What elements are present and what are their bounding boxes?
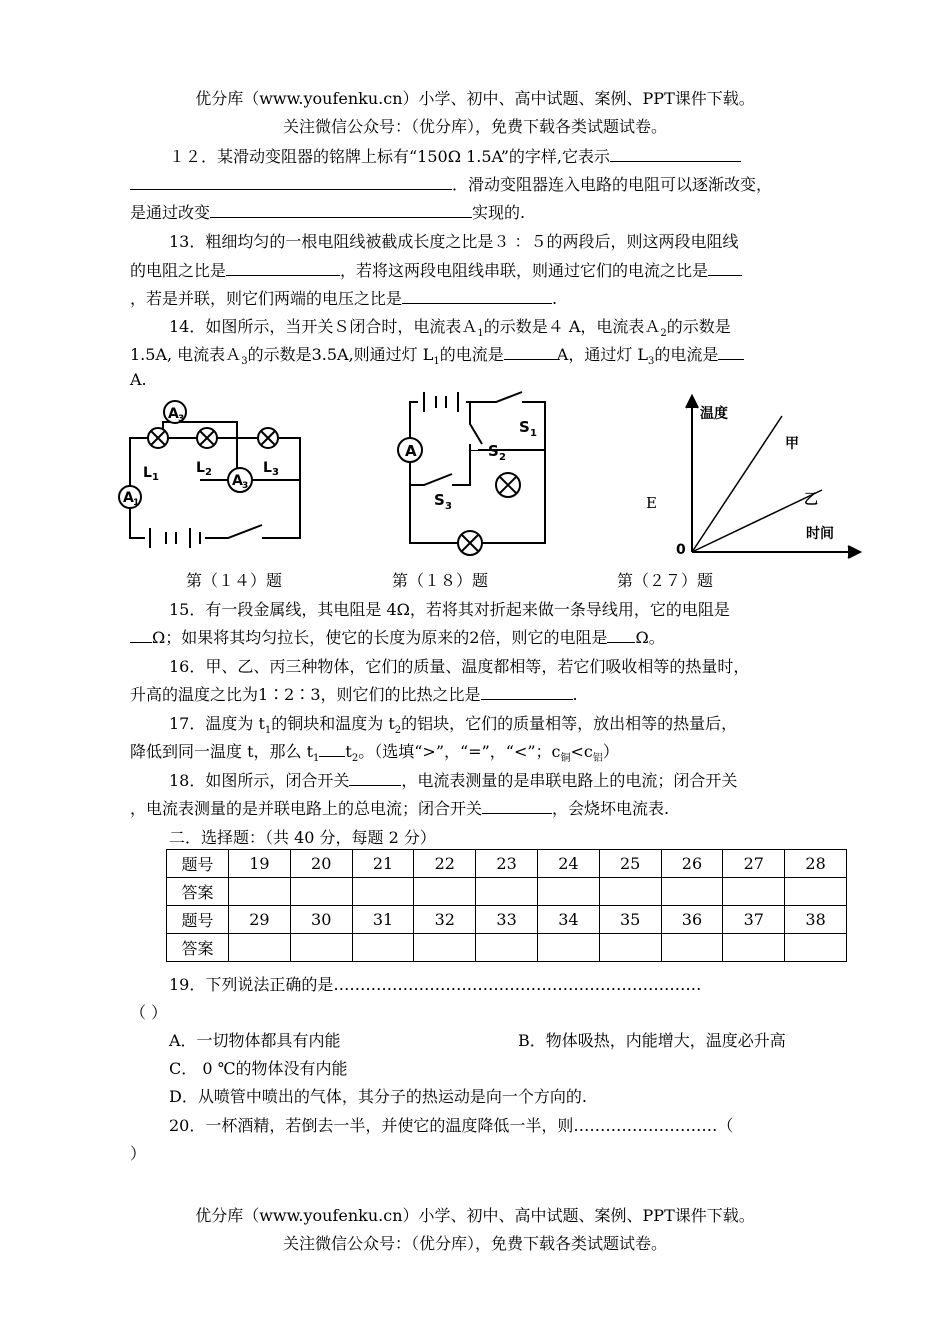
fig18-label-s1: S: [519, 418, 530, 436]
fig14-label-l-sub: 1: [152, 472, 159, 483]
answer-cell[interactable]: [537, 878, 599, 906]
answer-table-ans-row-1: [167, 878, 847, 906]
ans-label: 答案: [167, 934, 229, 962]
fig27-origin: 0: [676, 542, 686, 558]
q15-line-1: 15．有一段金属线，其电阻是 4Ω，若将其对折起来做一条导线用，它的电阻是: [169, 600, 730, 619]
answer-cell[interactable]: [352, 934, 414, 962]
answer-cell[interactable]: [785, 878, 847, 906]
fig14-label-a3-sub: 3: [242, 481, 249, 491]
answer-cell[interactable]: [290, 934, 352, 962]
fig14-label-a-sub: 3: [178, 414, 185, 424]
q18-blank-1[interactable]: [349, 768, 401, 786]
num-label: 题号: [167, 906, 229, 934]
answer-cell[interactable]: [476, 934, 538, 962]
answer-cell[interactable]: [599, 878, 661, 906]
q16-line-2: 升高的温度之比为1∶2∶3，则它们的比热之比是 .: [130, 682, 578, 705]
fig18-label-s2: S: [488, 442, 499, 460]
q14-line-3: A.: [130, 370, 147, 389]
fig18-label-s3-sub: 3: [445, 501, 452, 512]
q15-line-2: Ω；如果将其均匀拉长，使它的长度为原来的2倍，则它的电阻是 Ω。: [130, 625, 665, 648]
answer-cell[interactable]: [723, 878, 785, 906]
answer-table-num-row-1: [167, 850, 847, 878]
q-num: 24: [537, 850, 599, 878]
q12-line-3: 是通过改变 实现的.: [130, 200, 525, 223]
answer-cell[interactable]: [785, 934, 847, 962]
fig14-loop: [130, 438, 300, 538]
q12-line-1: １２．某滑动变阻器的铭牌上标有“150Ω 1.5A”的字样,它表示: [169, 144, 741, 167]
q-num: 26: [661, 850, 723, 878]
q19-option-c[interactable]: C． 0 ℃的物体没有内能: [169, 1059, 348, 1078]
answer-cell[interactable]: [414, 878, 476, 906]
answer-cell[interactable]: [661, 934, 723, 962]
answer-cell[interactable]: [352, 878, 414, 906]
q-num: 20: [290, 850, 352, 878]
fig27-label-yi: 乙: [804, 492, 818, 508]
fig14-label-a: A: [168, 406, 179, 422]
q-num: 21: [352, 850, 414, 878]
fig14-label-a1-sub: 1: [133, 498, 140, 508]
answer-cell[interactable]: [723, 934, 785, 962]
q12-blank-2[interactable]: [130, 172, 452, 190]
q-num: 33: [476, 906, 538, 934]
q13-blank-3[interactable]: [402, 286, 552, 304]
q14-blank-2[interactable]: [718, 342, 744, 360]
fig18-label-a: A: [405, 442, 417, 460]
q13-line-2: 的电阻之比是 ，若将这两段电阻线串联，则通过它们的电流之比是: [130, 258, 742, 281]
q19-option-b[interactable]: B．物体吸热，内能增大，温度必升高: [518, 1031, 786, 1050]
q16-line-1: 16．甲、乙、丙三种物体，它们的质量、温度都相等，若它们吸收相等的热量时，: [169, 657, 750, 676]
fig14-label-a3: A: [232, 473, 243, 489]
fig27-caption: 第（２７）题: [617, 571, 714, 590]
fig27-label-jia: 甲: [785, 436, 799, 452]
q14-line-1: 14．如图所示，当开关Ｓ闭合时，电流表Ａ$_1$的示数是４ A，电流表Ａ$_2$的示数是: [169, 317, 731, 340]
num-label: 题号: [167, 850, 229, 878]
q-num: 38: [785, 906, 847, 934]
fig14-caption: 第（１４）题: [186, 571, 283, 590]
q13-blank-2[interactable]: [708, 258, 742, 276]
q19-stem: 19．下列说法正确的是……………………………………………………………: [169, 975, 702, 994]
fig27-x-label: 时间: [806, 526, 834, 542]
fig14-label-l: L: [143, 465, 152, 481]
fig27-line-yi: [692, 490, 822, 552]
fig14-label-l3-sub: 3: [272, 467, 279, 478]
q15-blank-2[interactable]: [607, 625, 635, 643]
q16-blank[interactable]: [481, 682, 573, 700]
answer-cell[interactable]: [476, 878, 538, 906]
q18-line-1: 18．如图所示，闭合开关 ，电流表测量的是串联电路上的电流；闭合开关: [169, 768, 737, 791]
q-num: 37: [723, 906, 785, 934]
q18-blank-2[interactable]: [482, 796, 552, 814]
q17-line-1: 17．温度为 $t_1$的铜块和温度为 $t_2$的铝块，它们的质量相等，放出相等的热量后，: [169, 714, 738, 737]
fig14-label-a1: A: [123, 490, 134, 506]
answer-cell[interactable]: [229, 934, 291, 962]
fig18-label-s3: S: [434, 491, 445, 509]
q12-blank-3[interactable]: [210, 200, 472, 218]
q-num: 29: [229, 906, 291, 934]
fig27-line-jia: [692, 416, 782, 552]
answer-table: [166, 849, 847, 962]
fig27-side-letter: E: [646, 494, 657, 512]
answer-cell[interactable]: [290, 878, 352, 906]
q17-line-2: 降低到同一温度 t，那么 $t_1$ $t_2$。（选填“>”，“=”，“<”；$c_铜<c_铝$）: [130, 739, 619, 764]
q-num: 35: [599, 906, 661, 934]
q17-blank[interactable]: [319, 739, 345, 757]
section-2-title: 二．选择题：（共 40 分，每题 2 分）: [169, 828, 436, 847]
fig18-label-s2-sub: 2: [499, 452, 506, 463]
q-num: 30: [290, 906, 352, 934]
q13-line-3: ，若是并联，则它们两端的电压之比是 .: [130, 286, 557, 309]
q12-line-2: ．滑动变阻器连入电路的电阻可以逐渐改变，: [130, 172, 772, 195]
q20-stem: 20．一杯酒精，若倒去一半，并使它的温度降低一半，则………………………（: [169, 1116, 734, 1135]
answer-cell[interactable]: [661, 878, 723, 906]
footer-line-1: 优分库（www.youfenku.cn）小学、初中、高中试题、案例、PPT课件下载。: [195, 1206, 755, 1225]
q14-blank-1[interactable]: [504, 342, 557, 360]
q12-blank-1[interactable]: [610, 144, 741, 162]
q-num: 32: [414, 906, 476, 934]
q19-paren: （ ）: [130, 1003, 168, 1022]
q-num: 36: [661, 906, 723, 934]
q-num: 34: [537, 906, 599, 934]
q-num: 25: [599, 850, 661, 878]
q19-option-d[interactable]: D．从喷管中喷出的气体，其分子的热运动是向一个方向的.: [169, 1087, 587, 1106]
fig18-label-s1-sub: 1: [530, 428, 537, 439]
q-num: 31: [352, 906, 414, 934]
answer-cell[interactable]: [229, 878, 291, 906]
q18-line-2: ，电流表测量的是并联电路上的总电流；闭合开关 ，会烧坏电流表.: [130, 796, 669, 819]
header-line-2: 关注微信公众号：（优分库），免费下载各类试题试卷。: [282, 117, 667, 136]
q20-paren: ）: [130, 1144, 147, 1163]
q15-blank-1[interactable]: [130, 625, 152, 643]
fig14-label-l2: L: [196, 460, 205, 476]
q14-line-2: 1.5A, 电流表Ａ$_3$的示数是3.5A,则通过灯 $L_1$的电流是 A，通过灯 $L_3$的电流是: [130, 342, 744, 367]
answer-cell[interactable]: [599, 934, 661, 962]
q-num: 28: [785, 850, 847, 878]
footer-line-2: 关注微信公众号：（优分库），免费下载各类试题试卷。: [282, 1234, 667, 1253]
q13-blank-1[interactable]: [226, 258, 340, 276]
q19-option-a[interactable]: A．一切物体都具有内能: [169, 1031, 341, 1050]
answer-table-ans-row-2: [167, 934, 847, 962]
figures-row: [0, 390, 950, 570]
q13-line-1: 13．粗细均匀的一根电阻线被截成长度之比是３ ：５的两段后，则这两段电阻线: [169, 232, 739, 251]
q-num: 27: [723, 850, 785, 878]
answer-cell[interactable]: [537, 934, 599, 962]
q-num: 22: [414, 850, 476, 878]
answer-cell[interactable]: [414, 934, 476, 962]
q-num: 19: [229, 850, 291, 878]
fig18-circuit: [398, 392, 545, 555]
fig27-y-label: 温度: [700, 406, 728, 422]
q-num: 23: [476, 850, 538, 878]
fig18-caption: 第（１８）题: [392, 571, 489, 590]
fig14-label-l2-sub: 2: [205, 467, 212, 478]
header-line-1: 优分库（www.youfenku.cn）小学、初中、高中试题、案例、PPT课件下载。: [195, 89, 755, 108]
ans-label: 答案: [167, 878, 229, 906]
answer-table-num-row-2: [167, 906, 847, 934]
fig14-label-l3: L: [263, 460, 272, 476]
